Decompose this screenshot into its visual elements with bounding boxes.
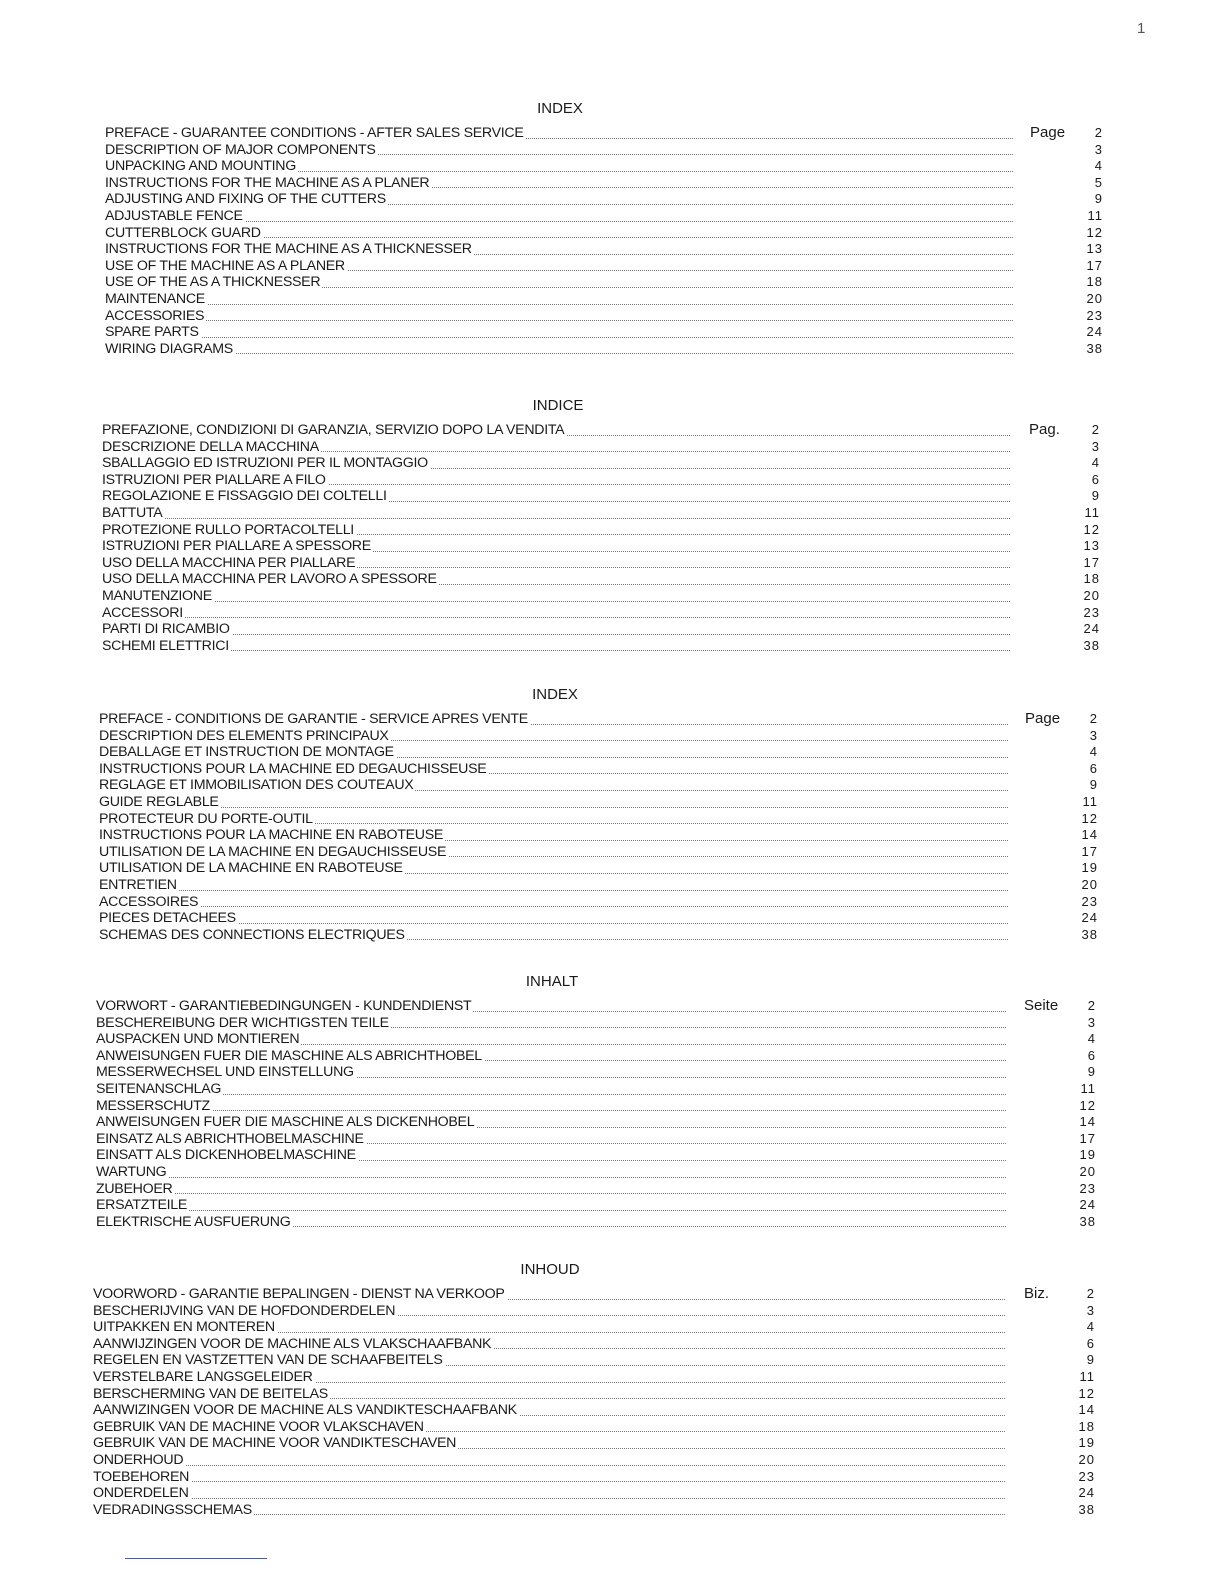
toc-entry-page: 14 [1079, 1114, 1096, 1130]
toc-entry-page: 9 [1089, 777, 1098, 793]
toc-entry-page: 14 [1078, 1402, 1095, 1418]
toc-entry-page: 2 [1086, 1286, 1095, 1301]
dot-leader [105, 353, 1013, 354]
toc-entry-label: ENTRETIEN [99, 876, 177, 893]
toc-entry [0, 1303, 1224, 1320]
toc-entry-label: VERSTELBARE LANGSGELEIDER [93, 1368, 313, 1385]
toc-entry-page: 19 [1078, 1435, 1095, 1451]
dot-leader [93, 1481, 1005, 1482]
toc-entry [0, 894, 1224, 911]
toc-entry-page: 23 [1081, 893, 1098, 909]
toc-section [0, 973, 1224, 1230]
toc-entry-page: 17 [1083, 554, 1100, 570]
toc-entry-label: TOEBEHOREN [93, 1468, 190, 1485]
toc-entry-label: EINSATZ ALS ABRICHTHOBELMASCHINE [96, 1130, 364, 1147]
toc-entry-page: 17 [1079, 1130, 1096, 1146]
page-column-label: Page [1030, 124, 1066, 141]
toc-entry-label: MESSERSCHUTZ [96, 1097, 210, 1114]
toc-entry-label: ADJUSTABLE FENCE [105, 207, 243, 224]
toc-entry [0, 571, 1224, 588]
toc-entry [0, 324, 1224, 341]
toc-entry-label: INSTRUCTIONS POUR LA MACHINE EN RABOTEUSE [99, 827, 444, 844]
toc-entry-page: 17 [1081, 843, 1098, 859]
toc-entry-page: 13 [1086, 241, 1103, 257]
toc-entry-label: AANWIZINGEN VOOR DE MACHINE ALS VANDIKTESCHAAFBANK [93, 1402, 517, 1419]
toc-entry [0, 1352, 1224, 1369]
toc-entry-page: 23 [1086, 307, 1103, 323]
toc-entry-page: 38 [1078, 1501, 1095, 1517]
toc-entry-page: 17 [1086, 257, 1103, 273]
toc-entry [0, 1064, 1224, 1081]
page-column-label: Seite [1024, 997, 1059, 1014]
toc-entry [0, 1048, 1224, 1065]
toc-entry-label: USE OF THE MACHINE AS A PLANER [105, 257, 345, 274]
toc-entry-label: USE OF THE AS A THICKNESSER [105, 274, 321, 291]
toc-entry [0, 638, 1224, 655]
toc-entry-label: USO DELLA MACCHINA PER LAVORO A SPESSORE [102, 571, 437, 588]
toc-entry [0, 998, 1224, 1015]
toc-entry-label: PREFAZIONE, CONDIZIONI DI GARANZIA, SERVIZIO DOPO LA VENDITA [102, 422, 565, 438]
toc-entry-page: 24 [1079, 1197, 1096, 1213]
toc-entry-page: 13 [1083, 538, 1100, 554]
toc-entry-page: 11 [1079, 1368, 1095, 1384]
toc-entry [0, 1098, 1224, 1115]
toc-entry-label: DESCRIZIONE DELLA MACCHINA [102, 438, 319, 455]
toc-entry-page: 38 [1079, 1213, 1096, 1229]
toc-entry [0, 1485, 1224, 1502]
dot-leader [99, 807, 1008, 808]
toc-entry-label: MANUTENZIONE [102, 587, 212, 604]
toc-entry [0, 1319, 1224, 1336]
toc-entry-page: 9 [1086, 1352, 1095, 1368]
toc-entry [0, 1386, 1224, 1403]
toc-entry [0, 588, 1224, 605]
toc-entry-label: ONDERHOUD [93, 1451, 184, 1468]
dot-leader [102, 617, 1010, 618]
toc-entry [0, 1369, 1224, 1386]
toc-entry-label: VORWORT - GARANTIEBEDINGUNGEN - KUNDENDIENST [96, 998, 472, 1014]
toc-list [0, 998, 1224, 1230]
toc-entry [0, 175, 1224, 192]
toc-entry [0, 728, 1224, 745]
toc-entry [0, 522, 1224, 539]
toc-entry [0, 1452, 1224, 1469]
toc-entry [0, 605, 1224, 622]
toc-list [0, 422, 1224, 654]
toc-entry [0, 308, 1224, 325]
toc-entry-label: SPARE PARTS [105, 324, 199, 341]
toc-entry [0, 860, 1224, 877]
toc-entry [0, 225, 1224, 242]
toc-entry [0, 711, 1224, 728]
toc-entry [0, 877, 1224, 894]
toc-entry [0, 191, 1224, 208]
toc-entry-page: 4 [1087, 1031, 1096, 1047]
toc-entry [0, 827, 1224, 844]
toc-entry-label: UNPACKING AND MOUNTING [105, 158, 296, 175]
toc-entry-page: 4 [1094, 158, 1103, 174]
toc-entry-label: UTILISATION DE LA MACHINE EN RABOTEUSE [99, 860, 403, 877]
toc-entry-label: UITPAKKEN EN MONTEREN [93, 1319, 275, 1336]
toc-entry-page: 12 [1086, 224, 1103, 240]
toc-entry-page: 3 [1087, 1014, 1096, 1030]
toc-entry [0, 1197, 1224, 1214]
toc-entry [0, 439, 1224, 456]
toc-entry [0, 761, 1224, 778]
toc-entry-page: 11 [1080, 1080, 1096, 1096]
toc-entry-page: 2 [1094, 125, 1103, 140]
toc-entry-page: 3 [1094, 141, 1103, 157]
toc-entry-page: 19 [1081, 860, 1098, 876]
section-title: INDICE [532, 397, 584, 414]
toc-entry [0, 1164, 1224, 1181]
toc-entry-label: ERSATZTEILE [96, 1197, 188, 1214]
section-title: INDEX [532, 686, 578, 703]
page-number: 1 [1137, 20, 1146, 37]
dot-leader [102, 601, 1010, 602]
toc-entry-page: 23 [1083, 604, 1100, 620]
toc-entry-label: REGELEN EN VASTZETTEN VAN DE SCHAAFBEITELS [93, 1352, 443, 1369]
toc-entry [0, 744, 1224, 761]
toc-entry [0, 1502, 1224, 1519]
toc-entry-label: GUIDE REGLABLE [99, 793, 219, 810]
toc-entry [0, 241, 1224, 258]
toc-entry-label: ACCESSOIRES [99, 893, 199, 910]
toc-entry-page: 12 [1079, 1097, 1096, 1113]
toc-entry-page: 4 [1086, 1319, 1095, 1335]
toc-entry [0, 291, 1224, 308]
toc-entry-page: 20 [1086, 290, 1103, 306]
toc-entry-label: ANWEISUNGEN FUER DIE MASCHINE ALS ABRICHTHOBEL [96, 1047, 482, 1064]
toc-entry-page: 20 [1079, 1163, 1096, 1179]
toc-entry-label: INSTRUCTIONS FOR THE MACHINE AS A THICKNESSER [105, 241, 472, 258]
toc-entry-page: 14 [1081, 827, 1098, 843]
toc-entry [0, 1181, 1224, 1198]
toc-entry-label: SCHEMI ELETTRICI [102, 637, 229, 654]
dot-leader [102, 650, 1010, 651]
toc-entry [0, 142, 1224, 159]
toc-entry-label: INSTRUCTIONS FOR THE MACHINE AS A PLANER [105, 174, 430, 191]
toc-entry-label: UTILISATION DE LA MACHINE EN DEGAUCHISSEUSE [99, 843, 447, 860]
toc-entry-label: CUTTERBLOCK GUARD [105, 224, 261, 241]
toc-entry-page: 38 [1083, 637, 1100, 653]
toc-entry [0, 1286, 1224, 1303]
toc-entry-page: 19 [1079, 1147, 1096, 1163]
toc-entry-label: GEBRUIK VAN DE MACHINE VOOR VLAKSCHAVEN [93, 1418, 424, 1435]
toc-list [0, 711, 1224, 943]
toc-entry [0, 910, 1224, 927]
toc-entry-label: INSTRUCTIONS POUR LA MACHINE ED DEGAUCHISSEUSE [99, 760, 487, 777]
toc-entry-page: 18 [1083, 571, 1100, 587]
footer-rule [125, 1558, 267, 1559]
toc-entry-label: ONDERDELEN [93, 1485, 189, 1502]
toc-entry-page: 12 [1081, 810, 1098, 826]
toc-entry [0, 1114, 1224, 1131]
toc-entry-page: 20 [1083, 587, 1100, 603]
toc-entry-label: MAINTENANCE [105, 290, 205, 307]
toc-entry-label: ADJUSTING AND FIXING OF THE CUTTERS [105, 191, 386, 208]
toc-entry-label: REGOLAZIONE E FISSAGGIO DEI COLTELLI [102, 488, 387, 505]
toc-entry-label: BERSCHERMING VAN DE BEITELAS [93, 1385, 328, 1402]
section-title: INHOUD [520, 1261, 580, 1278]
toc-section [0, 100, 1224, 357]
toc-entry-page: 24 [1086, 324, 1103, 340]
toc-section [0, 1261, 1224, 1518]
dot-leader [105, 320, 1013, 321]
toc-entry-page: 38 [1081, 926, 1098, 942]
toc-entry-page: 6 [1087, 1047, 1096, 1063]
toc-entry [0, 555, 1224, 572]
toc-entry [0, 505, 1224, 522]
toc-section [0, 686, 1224, 943]
toc-entry-page: 23 [1079, 1180, 1096, 1196]
dot-leader [102, 518, 1010, 519]
toc-entry-page: 3 [1086, 1302, 1095, 1318]
dot-leader [99, 890, 1008, 891]
toc-entry [0, 844, 1224, 861]
dot-leader [96, 1193, 1006, 1194]
toc-entry-page: 20 [1078, 1451, 1095, 1467]
toc-entry-page: 12 [1078, 1385, 1095, 1401]
toc-section [0, 397, 1224, 654]
toc-entry-label: PREFACE - CONDITIONS DE GARANTIE - SERVICE APRES VENTE [99, 711, 528, 727]
toc-entry-page: 18 [1086, 274, 1103, 290]
toc-entry-label: SCHEMAS DES CONNECTIONS ELECTRIQUES [99, 926, 405, 943]
toc-entry-page: 4 [1091, 455, 1100, 471]
toc-entry [0, 777, 1224, 794]
page-column-label: Pag. [1029, 421, 1060, 438]
toc-entry-page: 20 [1081, 876, 1098, 892]
toc-entry-label: AUSPACKEN UND MONTIEREN [96, 1031, 300, 1048]
toc-entry-page: 12 [1083, 521, 1100, 537]
toc-entry-page: 9 [1094, 191, 1103, 207]
toc-entry-page: 6 [1086, 1335, 1095, 1351]
dot-leader [105, 304, 1013, 305]
dot-leader [99, 906, 1008, 907]
section-title: INHALT [525, 973, 579, 990]
toc-entry [0, 455, 1224, 472]
toc-entry [0, 274, 1224, 291]
toc-entry-label: BESCHEREIBUNG DER WICHTIGSTEN TEILE [96, 1014, 389, 1031]
toc-entry [0, 1147, 1224, 1164]
toc-entry-page: 23 [1078, 1468, 1095, 1484]
toc-entry [0, 1402, 1224, 1419]
toc-entry-page: 18 [1078, 1418, 1095, 1434]
toc-entry-label: VOORWORD - GARANTIE BEPALINGEN - DIENST NA VERKOOP [93, 1286, 505, 1302]
toc-entry [0, 1081, 1224, 1098]
toc-entry-label: DEBALLAGE ET INSTRUCTION DE MONTAGE [99, 744, 394, 761]
toc-entry [0, 1031, 1224, 1048]
toc-entry-label: SBALLAGGIO ED ISTRUZIONI PER IL MONTAGGIO [102, 455, 428, 472]
toc-entry-page: 2 [1089, 711, 1098, 726]
toc-entry-label: PREFACE - GUARANTEE CONDITIONS - AFTER SALES SERVICE [105, 125, 524, 141]
toc-entry-label: USO DELLA MACCHINA PER PIALLARE [102, 554, 356, 571]
toc-entry-page: 5 [1094, 174, 1103, 190]
toc-entry-page: 9 [1091, 488, 1100, 504]
toc-entry-page: 4 [1089, 744, 1098, 760]
toc-entry [0, 1336, 1224, 1353]
toc-entry-page: 24 [1083, 621, 1100, 637]
toc-entry-label: ISTRUZIONI PER PIALLARE A SPESSORE [102, 538, 371, 555]
toc-entry-label: ANWEISUNGEN FUER DIE MASCHINE ALS DICKENHOBEL [96, 1114, 475, 1131]
toc-entry-page: 38 [1086, 340, 1103, 356]
toc-entry-label: GEBRUIK VAN DE MACHINE VOOR VANDIKTESCHAVEN [93, 1435, 457, 1452]
toc-entry-label: AANWIJZINGEN VOOR DE MACHINE ALS VLAKSCHAAFBANK [93, 1335, 492, 1352]
toc-entry [0, 927, 1224, 944]
toc-entry-label: VEDRADINGSSCHEMAS [93, 1501, 252, 1518]
dot-leader [93, 1465, 1005, 1466]
toc-entry-page: 9 [1087, 1064, 1096, 1080]
toc-entry [0, 621, 1224, 638]
toc-list [0, 125, 1224, 357]
page-column-label: Biz. [1024, 1285, 1050, 1302]
dot-leader [105, 337, 1013, 338]
toc-entry [0, 472, 1224, 489]
page-column-label: Page [1025, 710, 1061, 727]
toc-entry [0, 422, 1224, 439]
toc-entry [0, 1469, 1224, 1486]
toc-entry-label: ACCESSORIES [105, 307, 205, 324]
toc-entry [0, 1131, 1224, 1148]
toc-entry-label: EINSATT ALS DICKENHOBELMASCHINE [96, 1147, 356, 1164]
toc-entry-page: 11 [1082, 793, 1098, 809]
toc-entry [0, 488, 1224, 505]
toc-entry-label: PIECES DETACHEES [99, 910, 236, 927]
toc-entry [0, 811, 1224, 828]
toc-entry [0, 341, 1224, 358]
toc-entry-page: 6 [1089, 760, 1098, 776]
toc-entry-page: 2 [1087, 998, 1096, 1013]
toc-entry-label: PROTEZIONE RULLO PORTACOLTELLI [102, 521, 354, 538]
toc-entry [0, 1214, 1224, 1231]
toc-entry-page: 2 [1091, 422, 1100, 437]
dot-leader [96, 1110, 1006, 1111]
toc-entry [0, 1435, 1224, 1452]
toc-entry-label: WIRING DIAGRAMS [105, 340, 233, 357]
toc-entry-label: SEITENANSCHLAG [96, 1080, 222, 1097]
toc-entry-label: WARTUNG [96, 1163, 167, 1180]
section-title: INDEX [537, 100, 583, 117]
toc-entry-label: ACCESSORI [102, 604, 183, 621]
toc-entry-page: 3 [1091, 438, 1100, 454]
dot-leader [96, 1094, 1006, 1095]
toc-entry-page: 3 [1089, 727, 1098, 743]
toc-entry-label: DESCRIPTION OF MAJOR COMPONENTS [105, 141, 376, 158]
toc-list [0, 1286, 1224, 1518]
toc-entry [0, 794, 1224, 811]
toc-entry-label: PROTECTEUR DU PORTE-OUTIL [99, 810, 313, 827]
toc-entry-page: 24 [1081, 910, 1098, 926]
dot-leader [96, 1210, 1006, 1211]
toc-entry-page: 11 [1087, 207, 1103, 223]
toc-entry-label: BATTUTA [102, 504, 163, 521]
toc-entry-page: 11 [1084, 504, 1100, 520]
dot-leader [96, 1177, 1006, 1178]
dot-leader [93, 1498, 1005, 1499]
toc-entry-label: MESSERWECHSEL UND EINSTELLUNG [96, 1064, 354, 1081]
toc-entry-label: DESCRIPTION DES ELEMENTS PRINCIPAUX [99, 727, 389, 744]
toc-entry [0, 538, 1224, 555]
toc-entry-label: ELEKTRISCHE AUSFUERUNG [96, 1213, 291, 1230]
toc-entry-label: PARTI DI RICAMBIO [102, 621, 230, 638]
toc-entry [0, 258, 1224, 275]
toc-entry-page: 6 [1091, 471, 1100, 487]
toc-entry-label: REGLAGE ET IMMOBILISATION DES COUTEAUX [99, 777, 414, 794]
toc-entry-page: 24 [1078, 1485, 1095, 1501]
toc-entry [0, 158, 1224, 175]
toc-entry [0, 1015, 1224, 1032]
toc-entry [0, 208, 1224, 225]
toc-entry [0, 1419, 1224, 1436]
toc-entry-label: ZUBEHOER [96, 1180, 173, 1197]
dot-leader [102, 634, 1010, 635]
toc-entry-label: BESCHERIJVING VAN DE HOFDONDERDELEN [93, 1302, 396, 1319]
toc-entry-label: ISTRUZIONI PER PIALLARE A FILO [102, 471, 326, 488]
toc-entry [0, 125, 1224, 142]
